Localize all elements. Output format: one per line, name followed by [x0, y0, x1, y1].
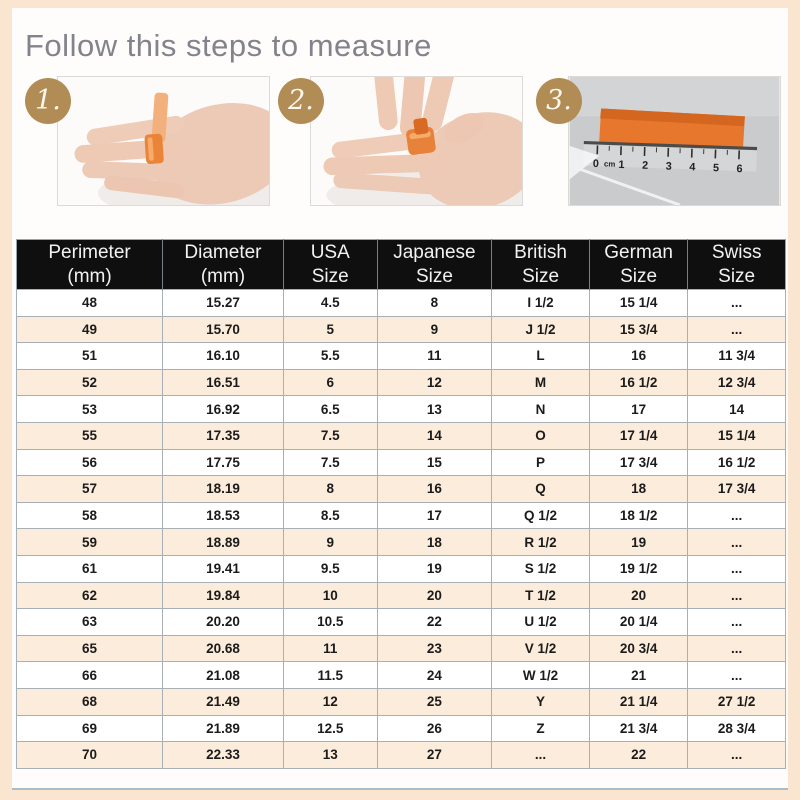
- table-cell: 21 3/4: [589, 715, 687, 742]
- table-cell: 61: [17, 555, 163, 582]
- table-cell: 22: [589, 742, 687, 769]
- table-cell: 5: [283, 316, 377, 343]
- table-cell: 21: [589, 662, 687, 689]
- table-row: [17, 635, 786, 662]
- table-cell: N: [492, 396, 590, 423]
- ruler-label-2: 2: [641, 159, 649, 172]
- table-cell: 9.5: [283, 555, 377, 582]
- table-row: [17, 316, 786, 343]
- table-cell: 7.5: [283, 422, 377, 449]
- table-cell: 70: [17, 742, 163, 769]
- table-cell: 17: [377, 502, 492, 529]
- table-cell: 15 1/4: [589, 290, 687, 317]
- table-cell: 18.53: [163, 502, 284, 529]
- table-cell: 18: [589, 476, 687, 503]
- table-cell: 16.92: [163, 396, 284, 423]
- step-2-number-badge: [278, 78, 324, 124]
- ruler-label-5: 5: [712, 162, 720, 175]
- col-diameter: Diameter (mm): [163, 240, 284, 290]
- table-cell: P: [492, 449, 590, 476]
- table-cell: 8: [377, 290, 492, 317]
- table-cell: 18.89: [163, 529, 284, 556]
- table-cell: 9: [283, 529, 377, 556]
- table-cell: 16: [589, 343, 687, 370]
- table-cell: 8: [283, 476, 377, 503]
- table-cell: 11 3/4: [688, 343, 786, 370]
- table-cell: 19.41: [163, 555, 284, 582]
- table-cell: ...: [688, 555, 786, 582]
- table-cell: 16.10: [163, 343, 284, 370]
- table-cell: J 1/2: [492, 316, 590, 343]
- table-cell: 22.33: [163, 742, 284, 769]
- table-cell: V 1/2: [492, 635, 590, 662]
- table-cell: 11: [283, 635, 377, 662]
- wrap-tape-around-finger-photo: [58, 77, 269, 205]
- table-cell: 13: [377, 396, 492, 423]
- table-cell: 19 1/2: [589, 555, 687, 582]
- table-cell: ...: [688, 290, 786, 317]
- table-cell: 59: [17, 529, 163, 556]
- table-cell: 10: [283, 582, 377, 609]
- page-title: Follow this steps to measure: [25, 28, 432, 63]
- table-row: [17, 609, 786, 636]
- table-row: [17, 396, 786, 423]
- table-cell: 12.5: [283, 715, 377, 742]
- content-panel: [12, 8, 788, 790]
- table-cell: 15.27: [163, 290, 284, 317]
- ruler-label-6: 6: [736, 162, 743, 176]
- table-cell: 8.5: [283, 502, 377, 529]
- col-perimeter: Perimeter (mm): [17, 240, 163, 290]
- table-cell: 57: [17, 476, 163, 503]
- table-row: [17, 529, 786, 556]
- step-1-number-badge: [25, 78, 71, 124]
- ruler-label-cm: cm: [603, 159, 616, 169]
- table-row: [17, 582, 786, 609]
- step-2-number: 2.: [288, 85, 314, 116]
- step-1-number: 1.: [35, 85, 61, 116]
- table-cell: 19.84: [163, 582, 284, 609]
- table-cell: 11.5: [283, 662, 377, 689]
- table-cell: S 1/2: [492, 555, 590, 582]
- table-cell: 20 1/4: [589, 609, 687, 636]
- table-cell: ...: [492, 742, 590, 769]
- table-cell: ...: [688, 662, 786, 689]
- table-cell: Z: [492, 715, 590, 742]
- ring-size-table: [16, 239, 786, 769]
- steps-row: [12, 8, 788, 238]
- table-row: [17, 715, 786, 742]
- step-1: [35, 76, 270, 206]
- table-cell: 21 1/4: [589, 688, 687, 715]
- table-cell: 55: [17, 422, 163, 449]
- table-cell: I 1/2: [492, 290, 590, 317]
- table-cell: 65: [17, 635, 163, 662]
- table-row: [17, 662, 786, 689]
- step-3-number-badge: [536, 78, 582, 124]
- table-cell: 12: [283, 688, 377, 715]
- table-cell: ...: [688, 742, 786, 769]
- table-cell: 69: [17, 715, 163, 742]
- table-cell: 48: [17, 290, 163, 317]
- step-1-photo: [57, 76, 270, 206]
- table-cell: U 1/2: [492, 609, 590, 636]
- step-3-photo: [568, 76, 781, 206]
- table-cell: 14: [377, 422, 492, 449]
- step-3: [546, 76, 781, 206]
- table-cell: 20.20: [163, 609, 284, 636]
- table-row: [17, 422, 786, 449]
- table-cell: 18 1/2: [589, 502, 687, 529]
- col-japanese-size: Japanese Size: [377, 240, 492, 290]
- table-cell: 15 3/4: [589, 316, 687, 343]
- table-cell: 17 1/4: [589, 422, 687, 449]
- step-2-photo: [310, 76, 523, 206]
- table-cell: 16 1/2: [688, 449, 786, 476]
- table-row: [17, 449, 786, 476]
- table-row: [17, 343, 786, 370]
- table-cell: 20 3/4: [589, 635, 687, 662]
- table-cell: 17.35: [163, 422, 284, 449]
- table-cell: 15.70: [163, 316, 284, 343]
- table-cell: 23: [377, 635, 492, 662]
- table-cell: 14: [688, 396, 786, 423]
- table-cell: 4.5: [283, 290, 377, 317]
- table-cell: ...: [688, 529, 786, 556]
- table-cell: 63: [17, 609, 163, 636]
- ruler-label-4: 4: [689, 161, 696, 174]
- table-row: [17, 476, 786, 503]
- table-cell: M: [492, 369, 590, 396]
- table-cell: 7.5: [283, 449, 377, 476]
- col-german-size: German Size: [589, 240, 687, 290]
- table-row: [17, 688, 786, 715]
- table-cell: 15: [377, 449, 492, 476]
- table-cell: 17 3/4: [589, 449, 687, 476]
- table-row: [17, 369, 786, 396]
- table-cell: 28 3/4: [688, 715, 786, 742]
- table-cell: 25: [377, 688, 492, 715]
- step-2: [288, 76, 523, 206]
- measure-strip-with-ruler-photo: [569, 77, 780, 205]
- table-cell: 15 1/4: [688, 422, 786, 449]
- table-cell: 10.5: [283, 609, 377, 636]
- table-cell: 18: [377, 529, 492, 556]
- table-cell: 17 3/4: [688, 476, 786, 503]
- table-cell: 19: [589, 529, 687, 556]
- table-cell: 52: [17, 369, 163, 396]
- table-cell: 16.51: [163, 369, 284, 396]
- table-cell: 20: [589, 582, 687, 609]
- table-cell: 13: [283, 742, 377, 769]
- table-cell: 11: [377, 343, 492, 370]
- table-cell: 21.49: [163, 688, 284, 715]
- table-cell: ...: [688, 635, 786, 662]
- table-row: [17, 742, 786, 769]
- table-cell: ...: [688, 609, 786, 636]
- table-cell: 16: [377, 476, 492, 503]
- table-cell: 66: [17, 662, 163, 689]
- table-cell: 17: [589, 396, 687, 423]
- table-cell: 12: [377, 369, 492, 396]
- table-cell: 58: [17, 502, 163, 529]
- table-cell: Q 1/2: [492, 502, 590, 529]
- table-cell: 49: [17, 316, 163, 343]
- col-swiss-size: Swiss Size: [688, 240, 786, 290]
- table-cell: 22: [377, 609, 492, 636]
- table-header: [17, 240, 786, 290]
- table-cell: R 1/2: [492, 529, 590, 556]
- table-body: [17, 290, 786, 769]
- table-cell: 20: [377, 582, 492, 609]
- table-cell: 6: [283, 369, 377, 396]
- ruler-label-0: 0: [592, 157, 600, 171]
- table-cell: 17.75: [163, 449, 284, 476]
- table-row: [17, 290, 786, 317]
- table-cell: 27: [377, 742, 492, 769]
- table-cell: 51: [17, 343, 163, 370]
- table-cell: T 1/2: [492, 582, 590, 609]
- ruler-label-1: 1: [618, 158, 625, 172]
- table-cell: 5.5: [283, 343, 377, 370]
- table-cell: 24: [377, 662, 492, 689]
- mark-tape-overlap-photo: [311, 77, 522, 205]
- table-cell: O: [492, 422, 590, 449]
- table-cell: 62: [17, 582, 163, 609]
- table-cell: 20.68: [163, 635, 284, 662]
- table-cell: 19: [377, 555, 492, 582]
- table-cell: 6.5: [283, 396, 377, 423]
- table-cell: 53: [17, 396, 163, 423]
- col-usa-size: USA Size: [283, 240, 377, 290]
- table-cell: Y: [492, 688, 590, 715]
- col-british-size: British Size: [492, 240, 590, 290]
- table-cell: L: [492, 343, 590, 370]
- table-cell: ...: [688, 582, 786, 609]
- table-cell: ...: [688, 316, 786, 343]
- table-cell: 21.89: [163, 715, 284, 742]
- table-cell: 21.08: [163, 662, 284, 689]
- table-cell: 68: [17, 688, 163, 715]
- table-cell: 16 1/2: [589, 369, 687, 396]
- ruler-label-3: 3: [665, 160, 672, 173]
- step-3-number: 3.: [546, 85, 572, 116]
- table-cell: 18.19: [163, 476, 284, 503]
- table-cell: 9: [377, 316, 492, 343]
- table-header-row: [17, 240, 786, 290]
- table-cell: ...: [688, 502, 786, 529]
- table-cell: 27 1/2: [688, 688, 786, 715]
- table-cell: 26: [377, 715, 492, 742]
- table-cell: 56: [17, 449, 163, 476]
- table-row: [17, 502, 786, 529]
- table-cell: W 1/2: [492, 662, 590, 689]
- table-cell: Q: [492, 476, 590, 503]
- size-table-wrap: [16, 239, 786, 769]
- table-cell: 12 3/4: [688, 369, 786, 396]
- table-row: [17, 555, 786, 582]
